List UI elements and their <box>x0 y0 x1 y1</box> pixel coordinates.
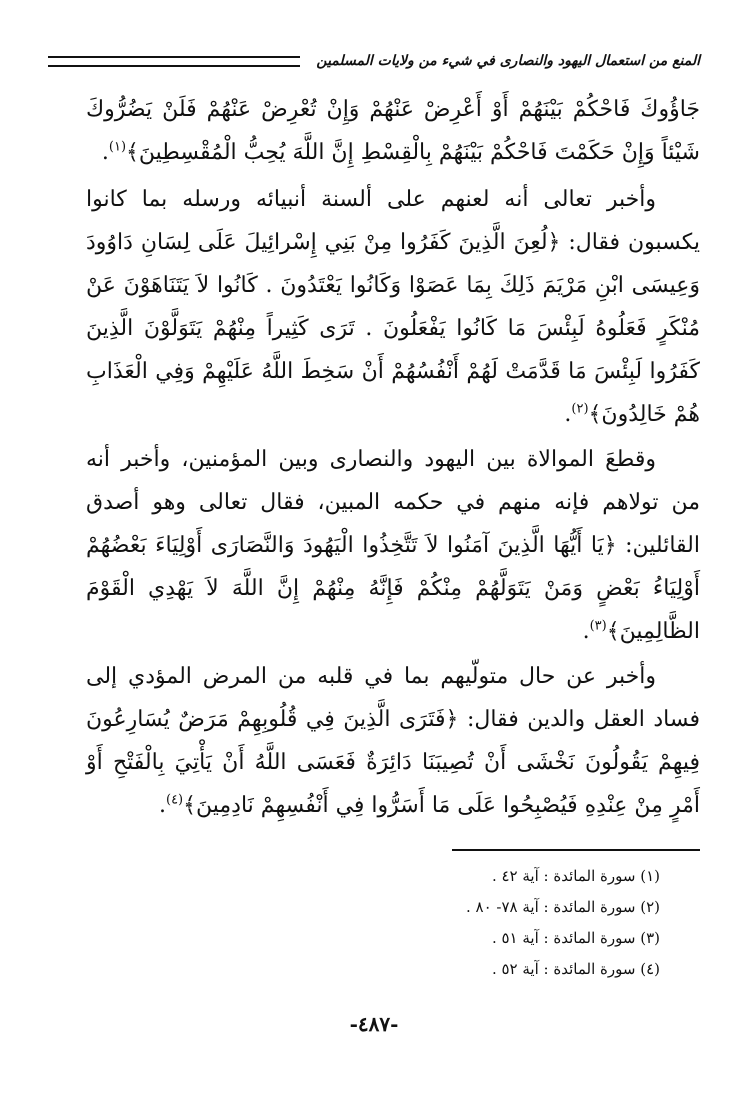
quran-verse-4: ﴿فَتَرَى الَّذِينَ فِي قُلُوبِهِمْ مَرَضٌ يُسَارِعُونَ فِيهِمْ يَقُولُونَ نَخْشَى أَنْ تُصِيبَنَا دَائِرَةٌ فَعَسَى اللَّهُ أَنْ يَأْتِيَ بِالْفَتْحِ أَوْ أَمْرٍ مِنْ عِنْدِهِ فَيُصْبِحُوا عَلَى مَا أَسَرُّوا فِي أَنْفُسِهِمْ نَادِمِينَ﴾ <box>86 707 700 818</box>
footnote-3-text: سورة المائدة : آية ٥١ . <box>491 929 636 947</box>
footnote-4-text: سورة المائدة : آية ٥٢ . <box>491 960 636 978</box>
footnote-2-marker: (٢) <box>640 898 660 916</box>
footnote-ref-2: (٢) <box>571 401 589 417</box>
main-text <box>86 88 700 823</box>
footnotes <box>380 861 660 985</box>
paragraph-4 <box>86 655 700 827</box>
paragraph-2-lead: وأخبر تعالى أنه لعنهم على ألسنة أنبيائه ورسله بما كانوا يكسبون فقال: <box>86 187 700 255</box>
footnote-1-marker: (١) <box>640 867 660 885</box>
footnote-ref-4: (٤) <box>165 792 184 808</box>
footnote-4-marker: (٤) <box>640 960 660 978</box>
footnote-ref-1: (١) <box>108 139 127 155</box>
running-header <box>48 46 700 76</box>
footnote-4 <box>380 954 660 985</box>
quran-verse-3: ﴿يَا أَيُّهَا الَّذِينَ آمَنُوا لاَ تَتَّخِذُوا الْيَهُودَ وَالنَّصَارَى أَوْلِيَاءَ بَعْضُهُمْ أَوْلِيَاءُ بَعْضٍ وَمَنْ يَتَوَلَّهُمْ مِنْكُمْ فَإِنَّهُ مِنْهُمْ إِنَّ اللَّهَ لاَ يَهْدِي الْقَوْمَ الظَّالِمِينَ﴾ <box>86 533 700 644</box>
footnote-1-text: سورة المائدة : آية ٤٢ . <box>491 867 636 885</box>
paragraph-1 <box>86 88 700 174</box>
footnote-2-text: سورة المائدة : آية ٧٨- ٨٠ . <box>465 898 636 916</box>
footnote-3 <box>380 923 660 954</box>
paragraph-4-end: . <box>158 793 166 818</box>
footnote-separator <box>452 849 700 851</box>
page-number: -٤٨٧- <box>349 1012 399 1036</box>
paragraph-2 <box>86 178 700 436</box>
paragraph-1-end: . <box>101 140 109 165</box>
header-double-rule <box>48 56 300 67</box>
paragraph-4-lead: وأخبر عن حال متولّيهم بما في قلبه من المرض المؤدي إلى فساد العقل والدين فقال: <box>86 664 700 732</box>
paragraph-3-end: . <box>582 619 590 644</box>
paragraph-3 <box>86 438 700 653</box>
footnote-3-marker: (٣) <box>640 929 660 947</box>
quran-verse-2: ﴿لُعِنَ الَّذِينَ كَفَرُوا مِنْ بَنِي إِسْرائِيلَ عَلَى لِسَانِ دَاوُودَ وَعِيسَى ابْنِ مَرْيَمَ ذَلِكَ بِمَا عَصَوْا وَكَانُوا يَعْتَدُونَ . كَانُوا لاَ يَتَنَاهَوْنَ عَنْ مُنْكَرٍ فَعَلُوهُ لَبِئْسَ مَا كَانُوا يَفْعَلُونَ . تَرَى كَثِيراً مِنْهُمْ يَتَوَلَّوْنَ الَّذِينَ كَفَرُوا لَبِئْسَ مَا قَدَّمَتْ لَهُمْ أَنْفُسُهُمْ أَنْ سَخِطَ اللَّهُ عَلَيْهِمْ وَفِي الْعَذَابِ هُمْ خَالِدُونَ﴾ <box>86 230 700 427</box>
quran-verse-1: جَاؤُوكَ فَاحْكُمْ بَيْنَهُمْ أَوْ أَعْرِضْ عَنْهُمْ وَإِنْ تُعْرِضْ عَنْهُمْ فَلَنْ يَضُرُّوكَ شَيْئاً وَإِنْ حَكَمْتَ فَاحْكُمْ بَيْنَهُمْ بِالْقِسْطِ إِنَّ اللَّهَ يُحِبُّ الْمُقْسِطِينَ﴾ <box>86 97 700 165</box>
footnote-ref-3: (٣) <box>589 618 607 634</box>
paragraph-2-end: . <box>564 402 572 427</box>
paragraph-3-lead: وقطعَ الموالاة بين اليهود والنصارى وبين المؤمنين، وأخبر أنه من تولاهم فإنه منهم في حكمه المبين، فقال تعالى وهو أصدق القائلين: <box>86 447 700 558</box>
footnote-2 <box>380 892 660 923</box>
chapter-title: المنع من استعمال اليهود والنصارى في شيء من ولايات المسلمين <box>316 53 700 69</box>
footnote-1 <box>380 861 660 892</box>
